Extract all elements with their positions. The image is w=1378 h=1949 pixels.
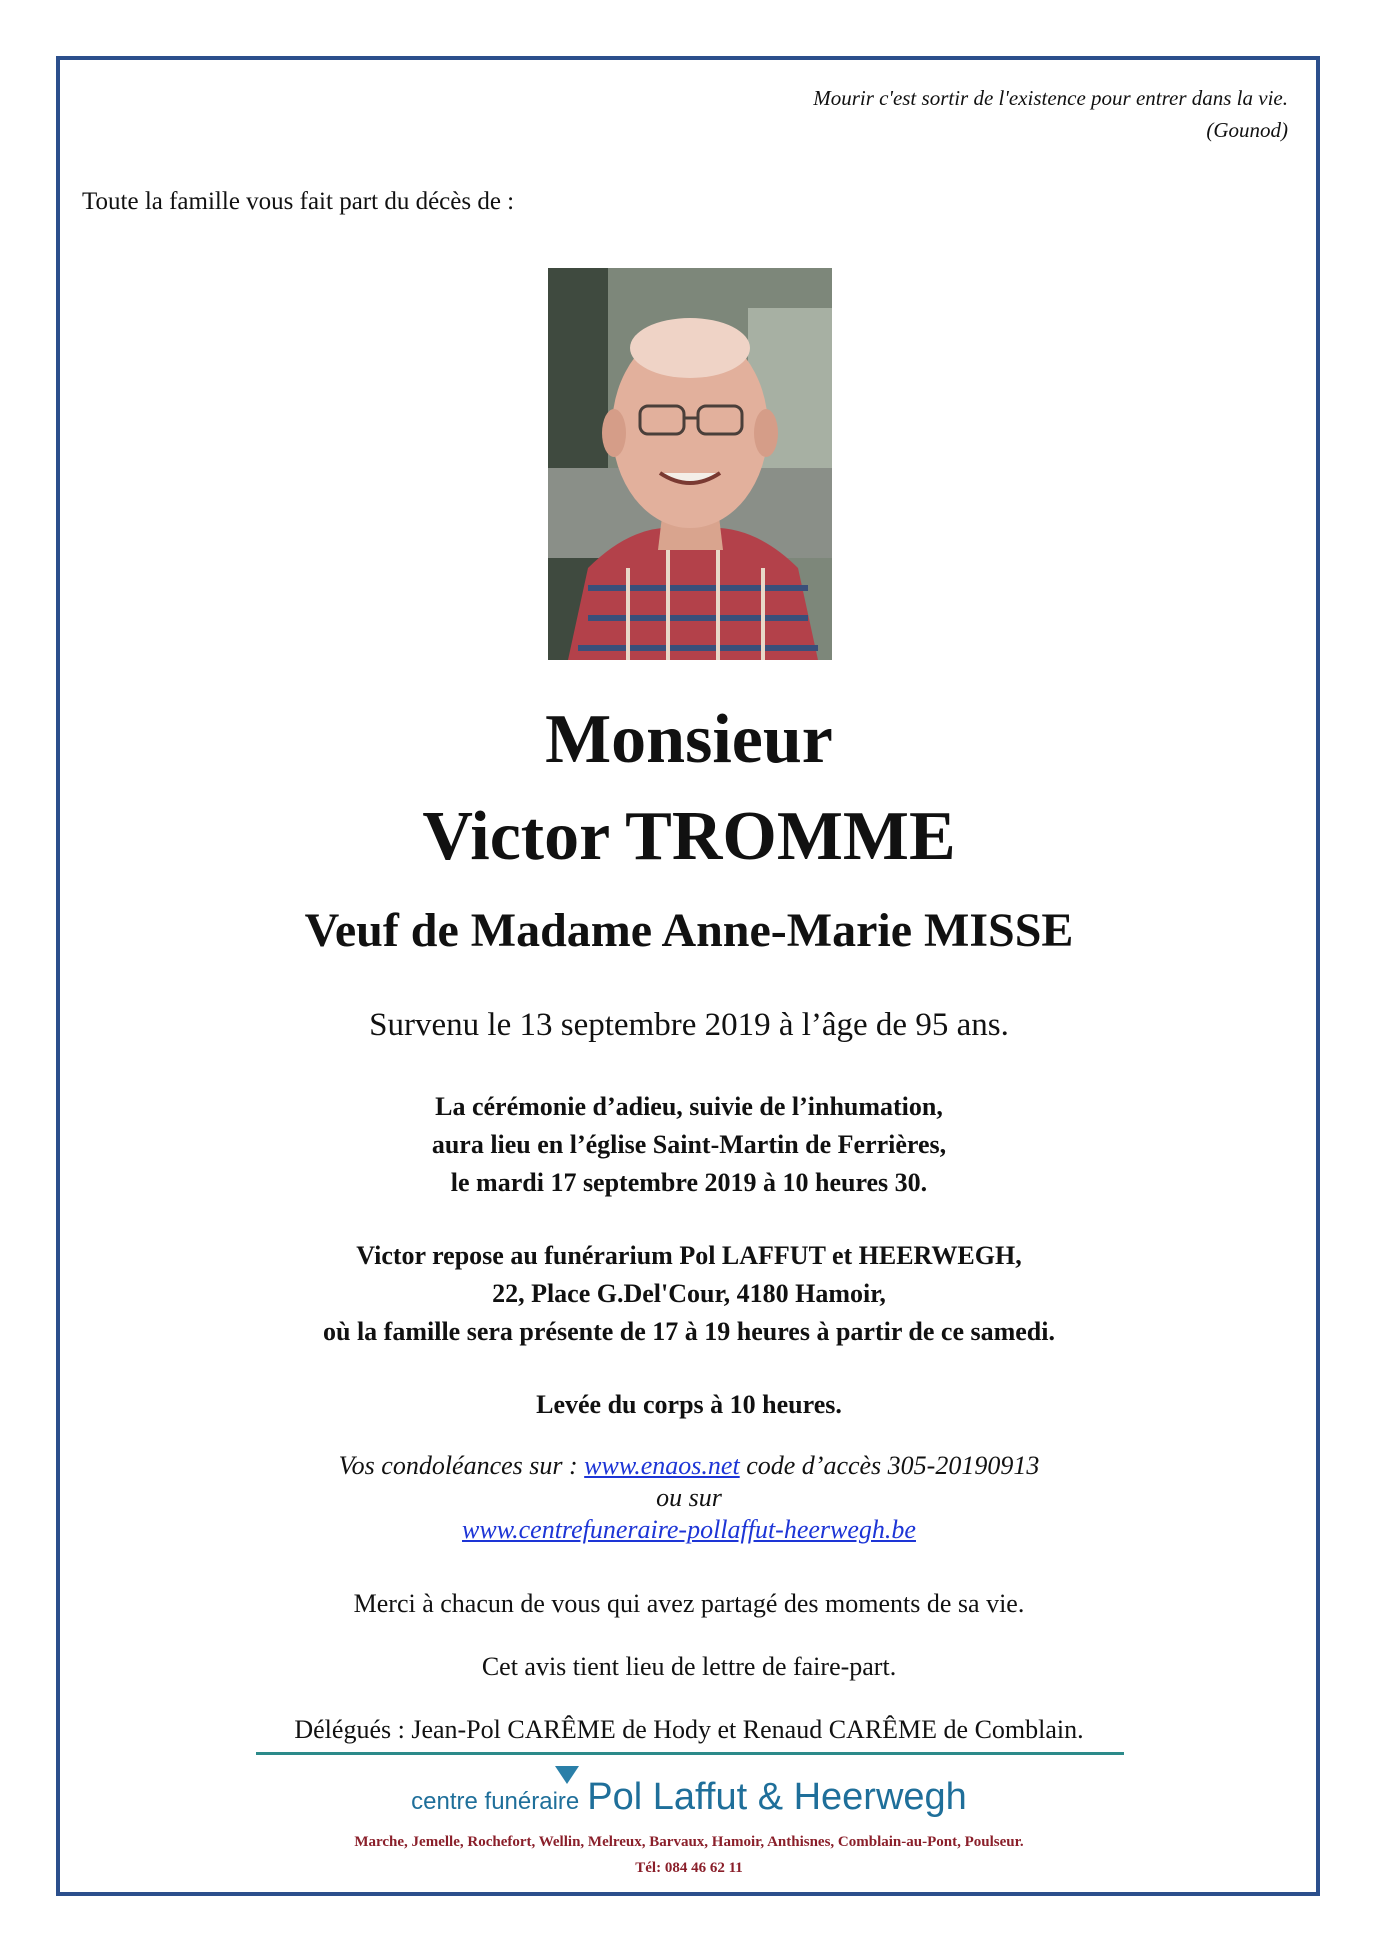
ceremony-details xyxy=(0,1088,1378,1202)
logo-name: Pol Laffut & Heerwegh xyxy=(587,1776,967,1818)
logo-towns: Marche, Jemelle, Rochefort, Wellin, Melreux, Barvaux, Hamoir, Anthisnes, Comblain-au-Pont, Poulseur. xyxy=(354,1834,1024,1850)
logo-phone: Tél: 084 46 62 11 xyxy=(635,1860,743,1876)
funerarium-line-2: 22, Place G.Del'Cour, 4180 Hamoir, xyxy=(492,1279,886,1308)
logo-small-text: centre funéraire xyxy=(411,1788,580,1815)
condolences-block xyxy=(0,1450,1378,1546)
deceased-title: Monsieur xyxy=(545,701,833,778)
deceased-spouse: Veuf de Madame Anne-Marie MISSE xyxy=(304,904,1074,957)
funerarium-details xyxy=(0,1237,1378,1351)
deceased-name: Victor TROMME xyxy=(422,798,956,875)
portrait-photo xyxy=(548,268,832,660)
access-code: code d’accès 305-20190913 xyxy=(739,1451,1040,1480)
funeral-home-link[interactable]: www.centrefuneraire-pollaffut-heerwegh.be xyxy=(462,1515,916,1544)
logo-divider xyxy=(256,1752,1124,1755)
body-removal-time: Levée du corps à 10 heures. xyxy=(536,1390,842,1419)
delegates-text: Délégués : Jean-Pol CARÊME de Hody et Renaud CARÊME de Comblain. xyxy=(294,1715,1084,1744)
funeral-home-logo xyxy=(0,1776,1378,1826)
funerarium-line-3: où la famille sera présente de 17 à 19 heures à partir de ce samedi. xyxy=(323,1317,1055,1346)
funerarium-line-1: Victor repose au funérarium Pol LAFFUT et HEERWEGH, xyxy=(356,1241,1022,1270)
condolences-prefix: Vos condoléances sur : xyxy=(338,1451,585,1480)
epigraph-text: Mourir c'est sortir de l'existence pour entrer dans la vie. xyxy=(813,86,1288,110)
condolences-line-1 xyxy=(0,1450,1378,1482)
epigraph xyxy=(813,82,1288,146)
ceremony-line-2: aura lieu en l’église Saint-Martin de Ferrières, xyxy=(431,1130,947,1159)
enaos-link[interactable]: www.enaos.net xyxy=(584,1451,740,1480)
epigraph-author: (Gounod) xyxy=(1206,118,1288,142)
condolences-or: ou sur xyxy=(656,1483,722,1512)
thanks-text: Merci à chacun de vous qui avez partagé des moments de sa vie. xyxy=(353,1589,1025,1618)
intro-text: Toute la famille vous fait part du décès de : xyxy=(82,188,515,215)
notice-text: Cet avis tient lieu de lettre de faire-part. xyxy=(481,1652,897,1681)
death-date: Survenu le 13 septembre 2019 à l’âge de 95 ans. xyxy=(369,1007,1009,1043)
ceremony-line-3: le mardi 17 septembre 2019 à 10 heures 30. xyxy=(450,1168,928,1197)
ceremony-line-1: La cérémonie d’adieu, suivie de l’inhumation, xyxy=(435,1092,943,1121)
